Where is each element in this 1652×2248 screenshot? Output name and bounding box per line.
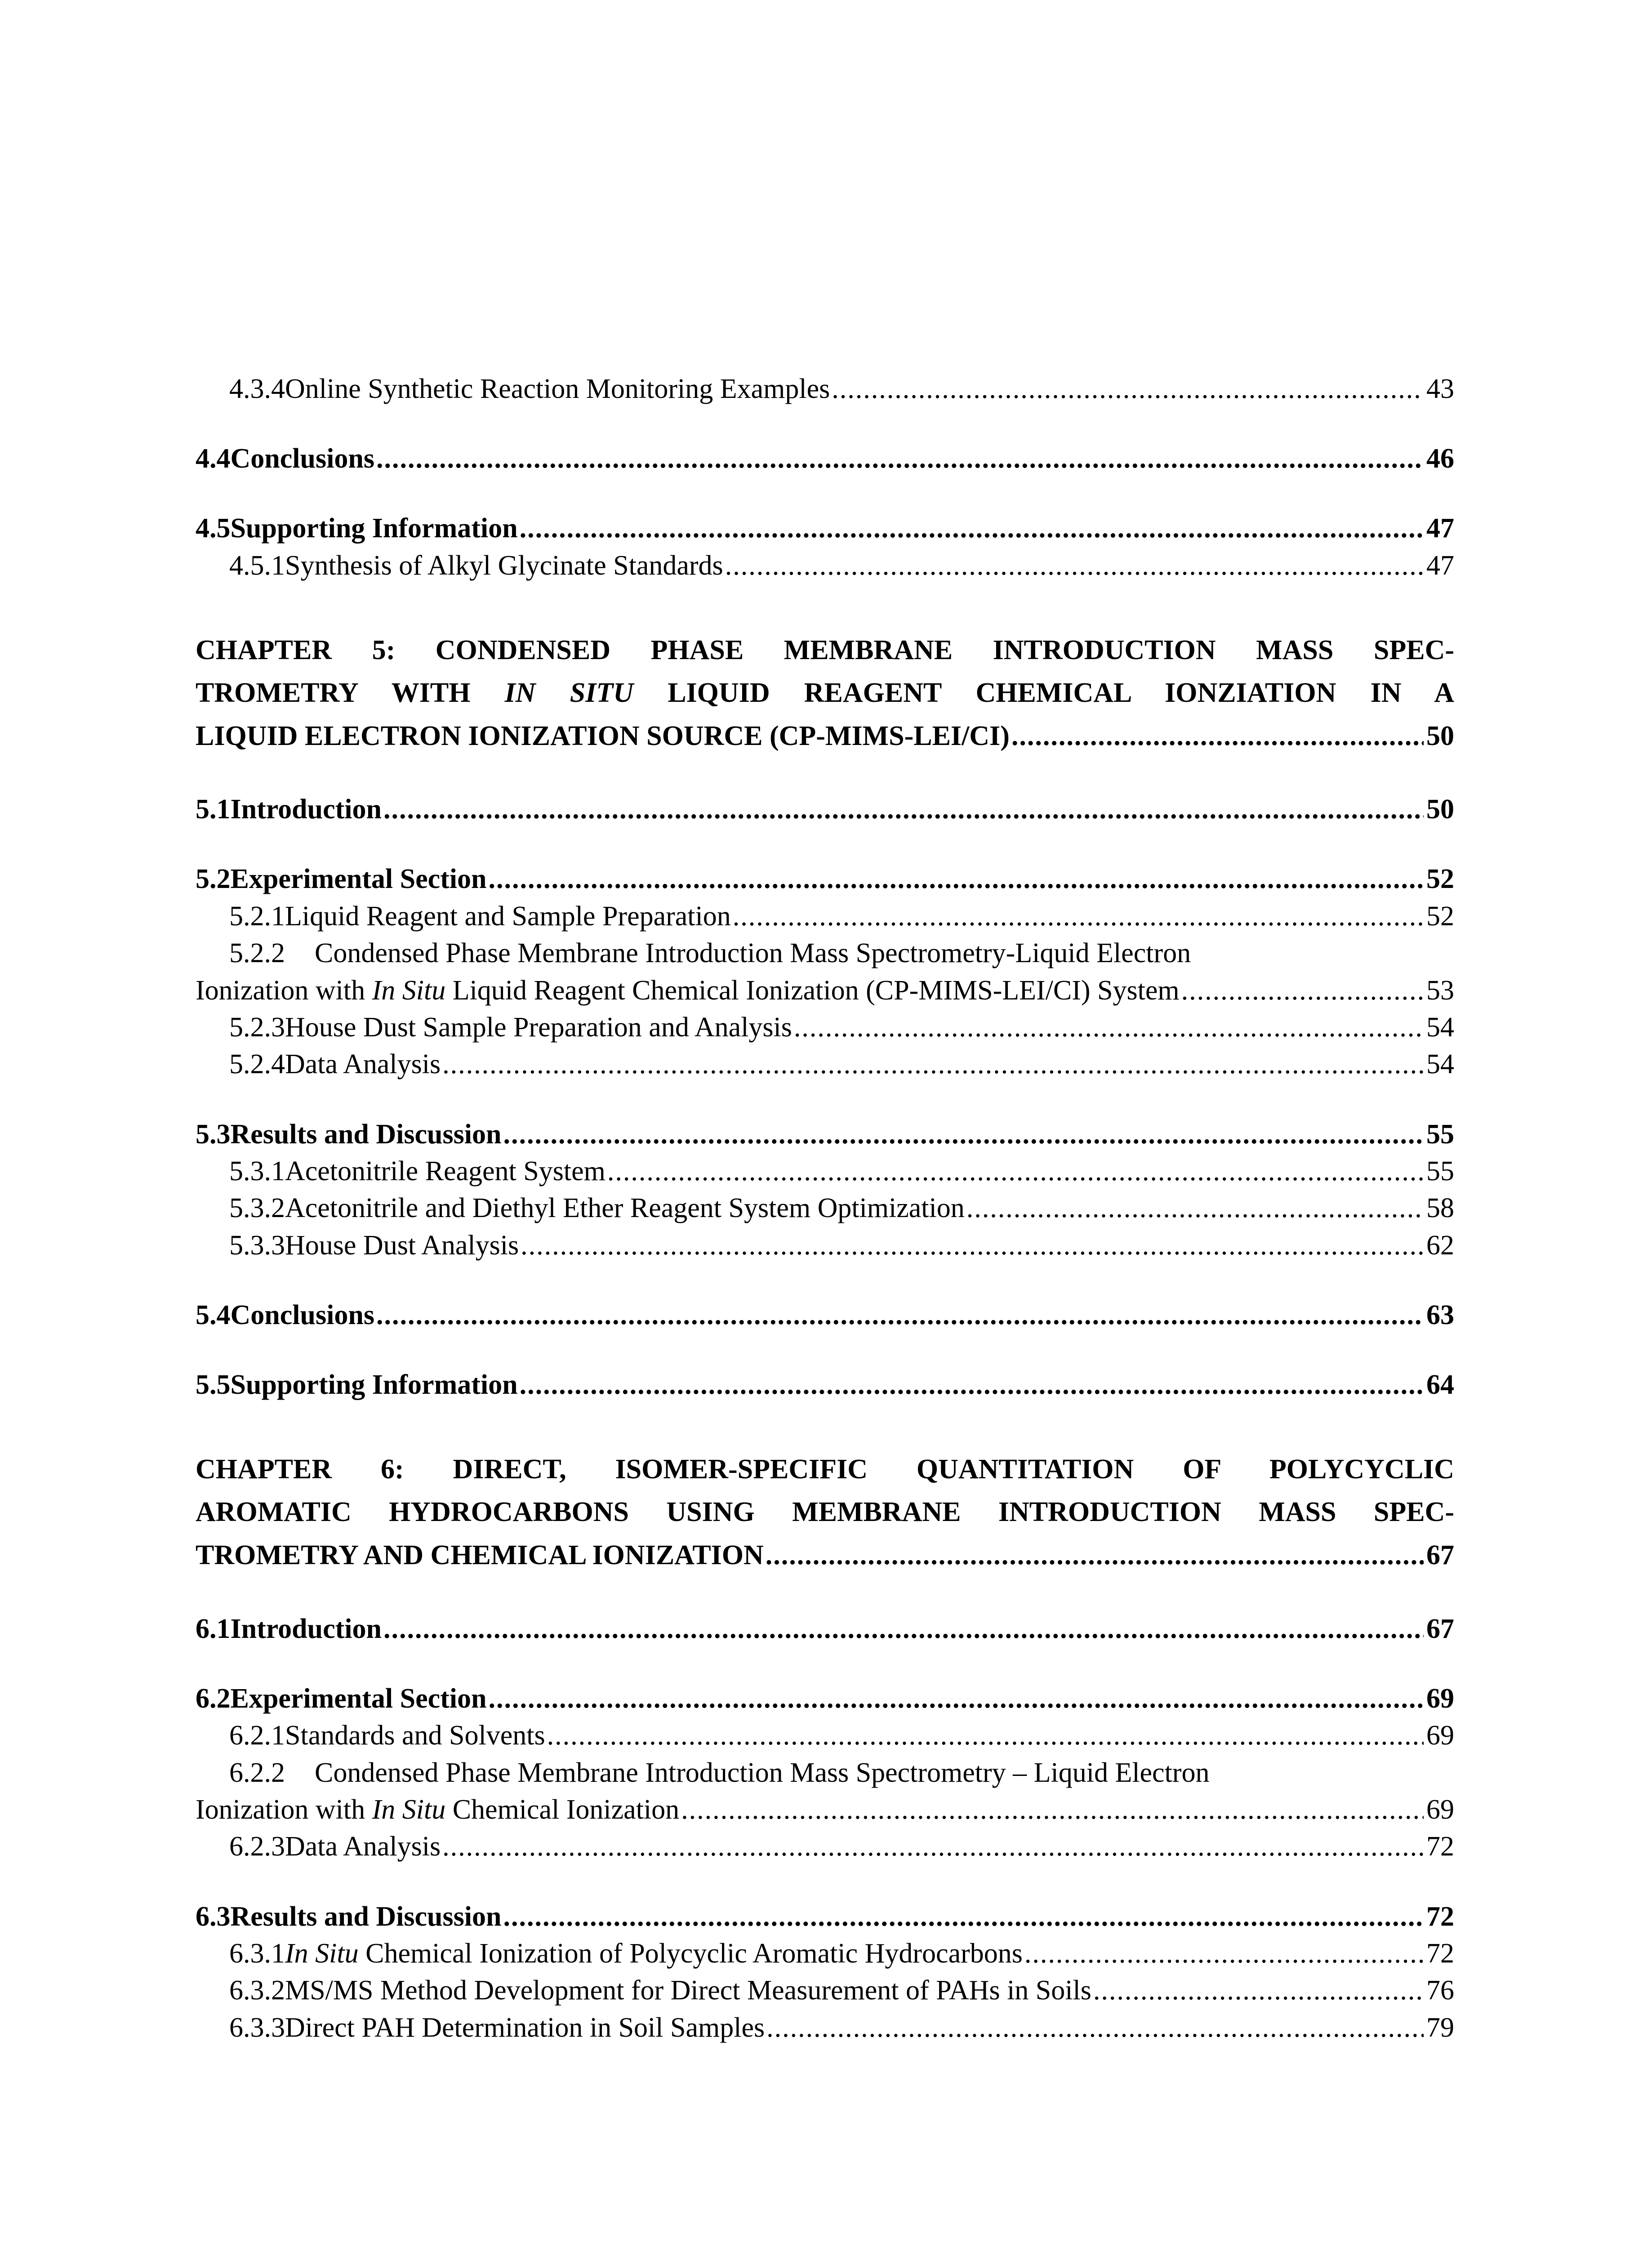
entry-number: 5.3.1 — [229, 1156, 285, 1186]
toc-entry-5-3-1[interactable] — [229, 1151, 1454, 1191]
entry-title — [196, 1789, 679, 1830]
dot-leader — [681, 1796, 1424, 1823]
entry-title: Data Analysis — [285, 1831, 441, 1862]
entry-number: 6.2.2 — [229, 1757, 285, 1788]
dot-leader — [489, 1685, 1424, 1712]
toc-entry-5-2-2-line-2[interactable] — [196, 970, 1454, 1011]
entry-title: Data Analysis — [285, 1049, 441, 1079]
dot-leader — [733, 903, 1424, 930]
entry-title-italic: In Situ — [285, 1938, 359, 1969]
entry-page: 76 — [1426, 1975, 1454, 2006]
entry-page: 53 — [1426, 975, 1454, 1006]
entry-title: MS/MS Method Development for Direct Measurement of PAHs in Soils — [285, 1975, 1091, 2006]
toc-entry-6-3[interactable] — [196, 1896, 1454, 1937]
toc-entry-6-3-2[interactable] — [229, 1970, 1454, 2011]
chapter-5-heading-line-3[interactable] — [196, 716, 1454, 756]
toc-entry-5-2-3[interactable] — [229, 1007, 1454, 1048]
entry-number: 5.2.1 — [229, 901, 285, 932]
entry-title: Condensed Phase Membrane Introduction Mass Spectrometry-Liquid Electron — [315, 938, 1191, 968]
entry-title-text: Liquid Reagent Chemical Ionization (CP-MIMS-LEI/CI) System — [452, 975, 1180, 1006]
entry-page: 58 — [1426, 1193, 1454, 1223]
entry-title: Condensed Phase Membrane Introduction Mass Spectrometry – Liquid Electron — [315, 1757, 1210, 1788]
toc-entry-5-3-2[interactable] — [229, 1188, 1454, 1228]
dot-leader — [547, 1722, 1424, 1749]
toc-entry-6-3-3[interactable] — [229, 2007, 1454, 2048]
toc-entry-5-3-3[interactable] — [229, 1225, 1454, 1266]
entry-title-text: Chemical Ionization — [452, 1794, 680, 1825]
entry-number: 6.2.1 — [229, 1720, 285, 1751]
entry-number: 6.3.1 — [229, 1938, 285, 1969]
entry-number: 4.5.1 — [229, 550, 285, 581]
dot-leader — [520, 515, 1424, 542]
toc-entry-6-2-2-line-1[interactable] — [229, 1753, 1209, 1793]
dot-leader — [383, 1615, 1424, 1642]
entry-number: 5.2.2 — [229, 938, 285, 968]
entry-page: 62 — [1426, 1230, 1454, 1261]
entry-title — [196, 970, 1180, 1011]
entry-number: 4.3.4 — [229, 374, 285, 404]
dot-leader — [376, 445, 1424, 472]
entry-title: LIQUID ELECTRON IONIZATION SOURCE (CP-MIMS-LEI/CI) — [196, 721, 1010, 751]
entry-page: 54 — [1426, 1012, 1454, 1043]
entry-page: 69 — [1426, 1794, 1454, 1825]
entry-title: Introduction — [230, 1614, 382, 1644]
dot-leader — [442, 1833, 1424, 1860]
entry-title: Synthesis of Alkyl Glycinate Standards — [285, 550, 723, 581]
entry-page: 52 — [1426, 864, 1454, 894]
entry-page: 54 — [1426, 1049, 1454, 1079]
chapter-6-heading-line-2[interactable]: AROMATIC HYDROCARBONS USING MEMBRANE INTRODUCTION MASS SPEC- — [196, 1497, 1454, 1527]
entry-page: 46 — [1426, 443, 1454, 474]
dot-leader — [725, 552, 1424, 579]
entry-title-text: Chemical Ionization of Polycyclic Aromatic Hydrocarbons — [365, 1938, 1023, 1969]
entry-title: Supporting Information — [230, 1369, 518, 1400]
dot-leader — [766, 1542, 1424, 1569]
entry-title — [285, 1933, 1023, 1974]
toc-entry-4-5[interactable] — [196, 508, 1454, 549]
entry-page: 50 — [1426, 721, 1454, 751]
toc-entry-6-1[interactable] — [196, 1609, 1454, 1649]
dot-leader — [766, 2014, 1424, 2041]
entry-number: 5.3.2 — [229, 1193, 285, 1223]
entry-number: 5.2.4 — [229, 1049, 285, 1079]
chapter-6-heading-line-3[interactable] — [196, 1535, 1454, 1575]
entry-page: 67 — [1426, 1540, 1454, 1570]
entry-page: 79 — [1426, 2012, 1454, 2043]
entry-title: Results and Discussion — [230, 1119, 502, 1150]
entry-number: 5.2.3 — [229, 1012, 285, 1043]
entry-title: Acetonitrile and Diethyl Ether Reagent System Optimization — [285, 1193, 965, 1223]
entry-page: 55 — [1426, 1119, 1454, 1150]
chapter-5-text: TROMETRY WITH — [196, 678, 471, 708]
entry-number: 5.1 — [196, 794, 231, 825]
entry-title: Direct PAH Determination in Soil Samples — [285, 2012, 765, 2043]
entry-page: 72 — [1426, 1901, 1454, 1932]
entry-page: 52 — [1426, 901, 1454, 932]
toc-entry-4-5-1[interactable] — [229, 545, 1454, 586]
toc-entry-6-2-3[interactable] — [229, 1826, 1454, 1867]
entry-title: Standards and Solvents — [285, 1720, 545, 1751]
dot-leader — [442, 1051, 1424, 1078]
entry-title-italic: In Situ — [372, 975, 446, 1006]
entry-title: TROMETRY AND CHEMICAL IONIZATION — [196, 1540, 764, 1570]
dot-leader — [794, 1014, 1424, 1041]
toc-entry-6-2-2-line-2[interactable] — [196, 1789, 1454, 1830]
entry-title: House Dust Sample Preparation and Analysis — [285, 1012, 792, 1043]
entry-page: 72 — [1426, 1831, 1454, 1862]
entry-title: Experimental Section — [230, 1683, 487, 1714]
entry-page: 50 — [1426, 794, 1454, 825]
entry-page: 67 — [1426, 1614, 1454, 1644]
entry-number: 5.5 — [196, 1369, 231, 1400]
toc-entry-5-2-1[interactable] — [229, 896, 1454, 937]
entry-title: House Dust Analysis — [285, 1230, 519, 1261]
dot-leader — [607, 1158, 1424, 1185]
entry-number: 6.3 — [196, 1901, 231, 1932]
dot-leader — [376, 1302, 1424, 1329]
entry-title-text: Ionization with — [196, 1794, 365, 1825]
dot-leader — [503, 1121, 1424, 1148]
entry-title: Online Synthetic Reaction Monitoring Examples — [285, 374, 830, 404]
toc-entry-4-3-4[interactable] — [229, 369, 1454, 409]
entry-number: 6.1 — [196, 1614, 231, 1644]
toc-entry-6-2-1[interactable] — [229, 1715, 1454, 1756]
chapter-5-heading-line-2[interactable] — [196, 672, 1454, 714]
entry-page: 47 — [1426, 513, 1454, 544]
entry-title: Results and Discussion — [230, 1901, 502, 1932]
entry-number: 6.2.3 — [229, 1831, 285, 1862]
dot-leader — [1011, 723, 1424, 749]
entry-page: 64 — [1426, 1369, 1454, 1400]
toc-entry-5-2-4[interactable] — [229, 1044, 1454, 1084]
toc-entry-4-4[interactable] — [196, 438, 1454, 479]
dot-leader — [1093, 1977, 1424, 2004]
toc-entry-5-1[interactable] — [196, 789, 1454, 830]
entry-number: 4.4 — [196, 443, 231, 474]
entry-number: 5.3 — [196, 1119, 231, 1150]
entry-title: Conclusions — [230, 1300, 374, 1330]
dot-leader — [521, 1232, 1424, 1259]
entry-number: 6.2 — [196, 1683, 231, 1714]
dot-leader — [503, 1903, 1424, 1930]
dot-leader — [489, 865, 1424, 892]
entry-page: 43 — [1426, 374, 1454, 404]
entry-page: 72 — [1426, 1938, 1454, 1969]
entry-title-text: Ionization with — [196, 975, 365, 1006]
entry-number: 4.5 — [196, 513, 231, 544]
entry-number: 5.3.3 — [229, 1230, 285, 1261]
chapter-6-heading-line-1[interactable]: CHAPTER 6: DIRECT, ISOMER-SPECIFIC QUANTITATION OF POLYCYCLIC — [196, 1454, 1454, 1485]
entry-title: Introduction — [230, 794, 382, 825]
entry-title: Acetonitrile Reagent System — [285, 1156, 606, 1186]
dot-leader — [383, 796, 1424, 823]
entry-number: 5.2 — [196, 864, 231, 894]
chapter-5-heading-line-1[interactable]: CHAPTER 5: CONDENSED PHASE MEMBRANE INTRODUCTION MASS SPEC- — [196, 635, 1454, 665]
entry-number: 6.3.3 — [229, 2012, 285, 2043]
toc-entry-6-3-1[interactable] — [229, 1933, 1454, 1974]
entry-page: 69 — [1426, 1683, 1454, 1714]
entry-title-italic: In Situ — [372, 1794, 446, 1825]
toc-entry-5-2[interactable] — [196, 859, 1454, 899]
entry-title: Conclusions — [230, 443, 374, 474]
entry-page: 47 — [1426, 550, 1454, 581]
entry-page: 69 — [1426, 1720, 1454, 1751]
chapter-5-text: LIQUID REAGENT CHEMICAL IONZIATION IN A — [668, 678, 1454, 708]
chapter-5-italic-text: IN SITU — [504, 678, 633, 708]
dot-leader — [1024, 1940, 1424, 1967]
entry-title: Supporting Information — [230, 513, 518, 544]
entry-title: Liquid Reagent and Sample Preparation — [285, 901, 731, 932]
entry-title: Experimental Section — [230, 864, 487, 894]
entry-number: 6.3.2 — [229, 1975, 285, 2006]
dot-leader — [832, 375, 1424, 402]
dot-leader — [1181, 977, 1424, 1004]
entry-page: 55 — [1426, 1156, 1454, 1186]
entry-number: 5.4 — [196, 1300, 231, 1330]
toc-entry-5-3[interactable] — [196, 1114, 1454, 1155]
dot-leader — [966, 1195, 1424, 1222]
dot-leader — [520, 1371, 1424, 1398]
entry-page: 63 — [1426, 1300, 1454, 1330]
toc-entry-5-2-2-line-1[interactable] — [229, 933, 1191, 973]
toc-entry-5-5[interactable] — [196, 1365, 1454, 1405]
toc-entry-6-2[interactable] — [196, 1678, 1454, 1719]
toc-entry-5-4[interactable] — [196, 1295, 1454, 1335]
